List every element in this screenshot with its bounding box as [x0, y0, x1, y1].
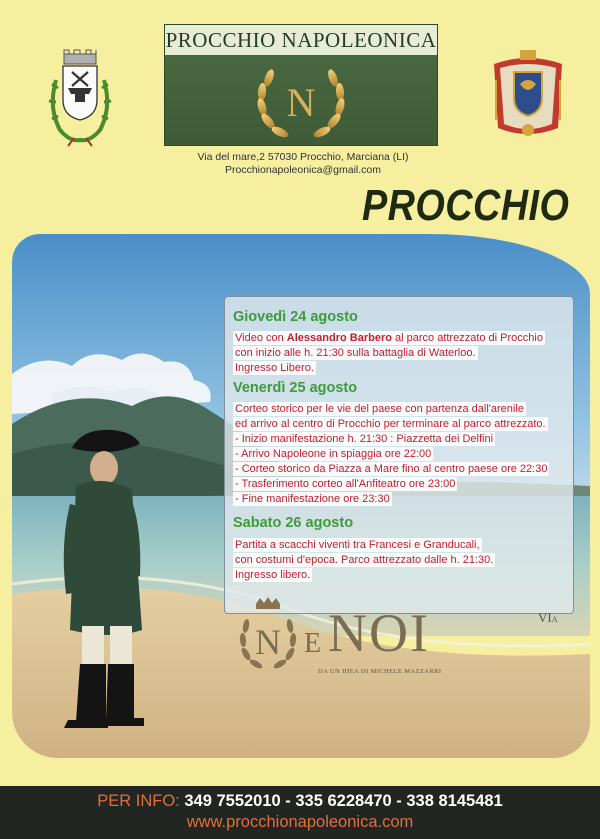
- program-line: - Corteo storico da Piazza a Mare fino al centro paese ore 22:30: [235, 463, 548, 475]
- program-line: con costumi d'epoca. Parco attrezzato dalle h. 21:30.: [235, 554, 494, 566]
- program-line: Corteo storico per le vie del paese con partenza dall'arenile: [235, 403, 524, 415]
- day-heading: Venerdì 25 agosto: [233, 380, 358, 396]
- info-line: [0, 792, 600, 811]
- header-monogram: N: [286, 80, 316, 125]
- logo-credit: DA UN IDEA DI MICHELE MAZZARRI: [318, 668, 442, 675]
- program-line: con inizio alle h. 21:30 sulla battaglia di Waterloo.: [235, 347, 476, 359]
- logo-edition: VIA: [538, 610, 558, 625]
- program-line: - Inizio manifestazione h. 21:30 : Piazzetta dei Delfini: [235, 433, 494, 445]
- footer-bar: [0, 786, 600, 839]
- program-line: Ingresso libero.: [235, 569, 311, 581]
- program-line: Video con Alessandro Barbero al parco attrezzato di Procchio: [235, 332, 543, 344]
- marciana-coat-of-arms-icon: [46, 48, 114, 148]
- phone-numbers: 349 7552010 - 335 6228470 - 338 8145481: [184, 792, 503, 810]
- info-label: PER INFO:: [97, 792, 180, 810]
- program-line: ed arrivo al centro di Procchio per terminare al parco attrezzato.: [235, 418, 546, 430]
- program-line: - Arrivo Napoleone in spiaggia ore 22:00: [235, 448, 432, 460]
- logo-monogram: N: [255, 622, 281, 662]
- program-line: Partita a scacchi viventi tra Francesi e Granducali,: [235, 539, 480, 551]
- website-link[interactable]: www.procchionapoleonica.com: [186, 813, 414, 831]
- day-heading: Giovedì 24 agosto: [233, 309, 358, 325]
- laurel-wreath-icon: [253, 60, 349, 144]
- contact-address-block: [180, 151, 426, 177]
- logo-e: E: [304, 628, 322, 659]
- imperial-coat-of-arms-icon: [486, 50, 570, 146]
- crowned-wreath-icon: [236, 596, 300, 676]
- email-text: Procchionapoleonica@gmail.com: [225, 164, 381, 176]
- program-line: - Fine manifestazione ore 23:30: [235, 493, 390, 505]
- day-heading: Sabato 26 agosto: [233, 515, 354, 531]
- logo-noi: NOI: [328, 603, 430, 663]
- header-banner: [164, 24, 438, 146]
- program-panel: [224, 296, 574, 614]
- program-line: Ingresso Libero.: [235, 362, 314, 374]
- program-line: - Trasferimento corteo all'Anfiteatro ore 23:00: [235, 478, 456, 490]
- town-heading: PROCCHIO: [362, 181, 570, 230]
- address-text: Via del mare,2 57030 Procchio, Marciana (LI): [197, 151, 409, 163]
- header-title: PROCCHIO NAPOLEONICA: [165, 25, 437, 55]
- n-e-noi-logo: [236, 596, 576, 676]
